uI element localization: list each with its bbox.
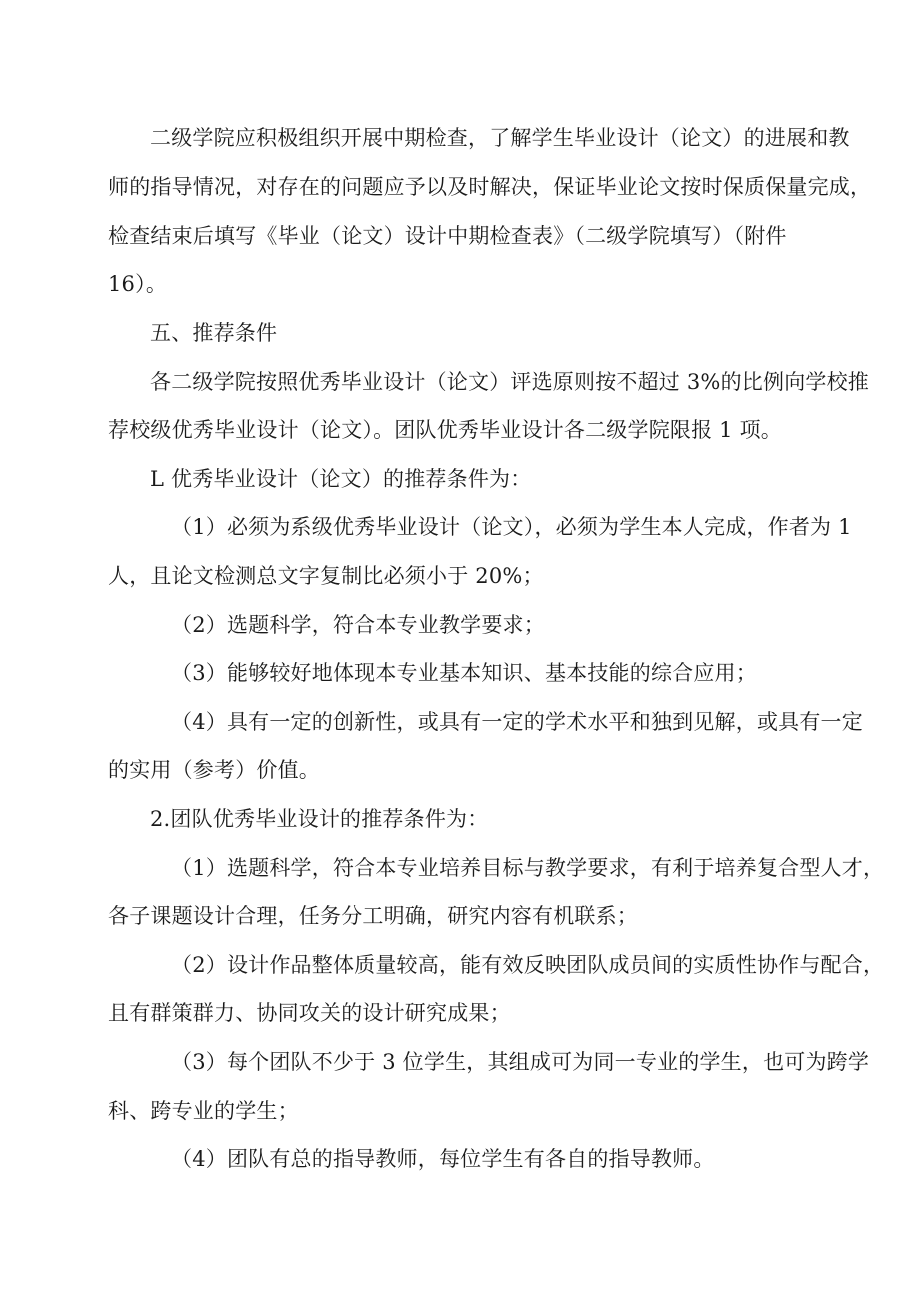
paragraph-quota-line-2: 荐校级优秀毕业设计（论文）。团队优秀毕业设计各二级学院限报 1 项。 [108,418,783,442]
team-criterion-2-line-2: 且有群策群力、协同攻关的设计研究成果； [108,1001,511,1025]
criterion-1-line-2: 人，且论文检测总文字复制比必须小于 20%； [108,564,544,588]
paragraph-midterm-line-1: 二级学院应积极组织开展中期检查，了解学生毕业设计（论文）的进展和教 [150,126,850,150]
criterion-1-line-1: （1）必须为系级优秀毕业设计（论文），必须为学生本人完成，作者为 1 [171,515,852,539]
subheading-team-criteria: 2.团队优秀毕业设计的推荐条件为： [150,807,489,831]
paragraph-midterm-line-4: 16）。 [108,272,168,296]
team-criterion-1-line-2: 各子课题设计合理，任务分工明确，研究内容有机联系； [108,904,638,928]
team-criterion-3-line-1: （3）每个团队不少于 3 位学生，其组成可为同一专业的学生，也可为跨学 [171,1050,870,1074]
criterion-2: （2）选题科学，符合本专业教学要求； [171,613,545,637]
team-criterion-1-line-1: （1）选题科学，符合本专业培养目标与教学要求，有利于培养复合型人才， [171,856,885,880]
team-criterion-2-line-1: （2）设计作品整体质量较高，能有效反映团队成员间的实质性协作与配合， [171,953,885,977]
criterion-4-line-2: 的实用（参考）价值。 [108,758,320,782]
subheading-individual-criteria: L 优秀毕业设计（论文）的推荐条件为： [150,467,532,491]
criterion-3: （3）能够较好地体现本专业基本知识、基本技能的综合应用； [171,661,757,685]
paragraph-midterm-line-2: 师的指导情况，对存在的问题应予以及时解决，保证毕业论文按时保质保量完成， [108,175,872,199]
team-criterion-4: （4）团队有总的指导教师，每位学生有各自的指导教师。 [171,1147,715,1171]
paragraph-quota-line-1: 各二级学院按照优秀毕业设计（论文）评选原则按不超过 3%的比例向学校推 [150,370,869,394]
section-heading-recommendation: 五、推荐条件 [150,321,278,345]
team-criterion-3-line-2: 科、跨专业的学生； [108,1099,299,1123]
criterion-4-line-1: （4）具有一定的创新性，或具有一定的学术水平和独到见解，或具有一定 [171,710,863,734]
paragraph-midterm-line-3: 检查结束后填写《毕业（论文）设计中期检查表》（二级学院填写）（附件 [108,224,787,248]
